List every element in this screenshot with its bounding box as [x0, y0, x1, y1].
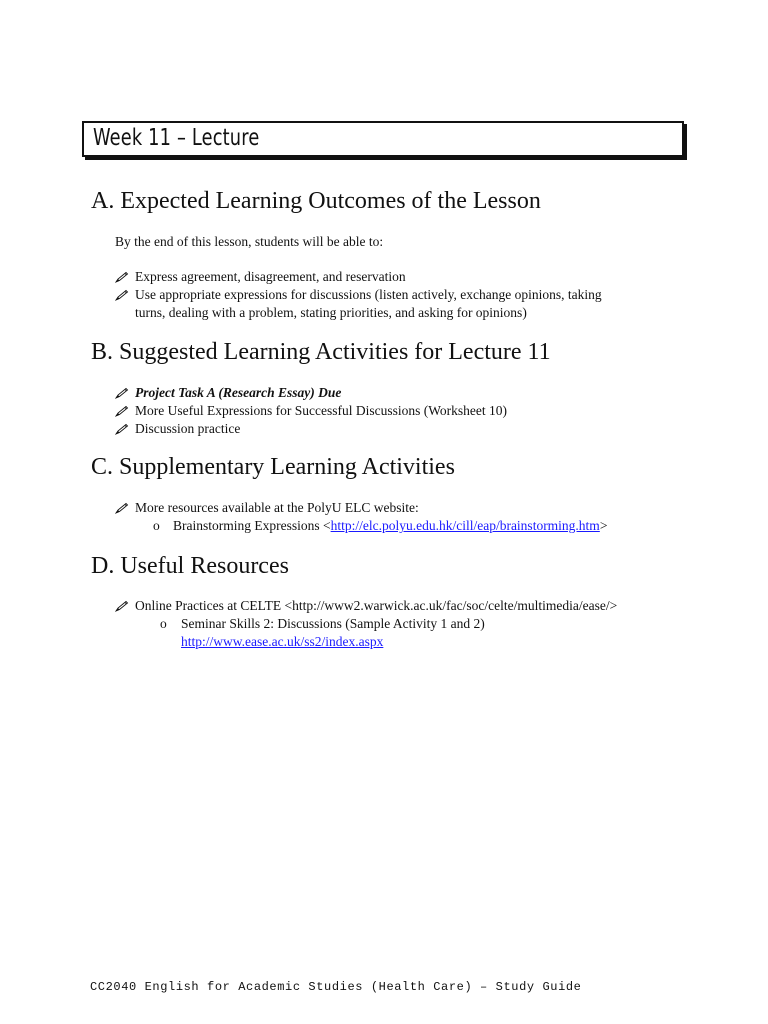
ease-seminar-link[interactable]: http://www.ease.ac.uk/ss2/index.aspx — [181, 634, 384, 649]
circle-bullet-icon: o — [160, 616, 167, 631]
list-item-line-1: Use appropriate expressions for discussions (listen actively, exchange opinions, taking — [135, 287, 602, 302]
pencil-icon — [115, 423, 129, 435]
section-d-subitem-link-row — [181, 633, 383, 651]
subitem-suffix: > — [599, 518, 608, 533]
pencil-icon — [115, 600, 129, 612]
list-item-text: Express agreement, disagreement, and reservation — [135, 269, 406, 284]
section-a-intro: By the end of this lesson, students will be able to: — [115, 234, 384, 249]
page-footer: CC2040 English for Academic Studies (Health Care) – Study Guide — [90, 980, 582, 994]
section-c-heading: C. Supplementary Learning Activities — [91, 454, 455, 480]
list-item-text: Discussion practice — [135, 421, 241, 436]
week-title: Week 11 – Lecture — [93, 125, 260, 151]
week-header-box — [82, 121, 684, 157]
list-item-text: More Useful Expressions for Successful Discussions (Worksheet 10) — [135, 403, 507, 418]
circle-bullet-icon: o — [153, 518, 160, 533]
pencil-icon — [115, 502, 129, 514]
subitem-text: Seminar Skills 2: Discussions (Sample Activity 1 and 2) — [181, 616, 485, 631]
section-b-heading: B. Suggested Learning Activities for Lecture 11 — [91, 339, 551, 365]
list-item-text: More resources available at the PolyU ELC website: — [135, 500, 419, 515]
pencil-icon — [115, 387, 129, 399]
list-item-line-2: turns, dealing with a problem, stating priorities, and asking for opinions) — [135, 305, 527, 320]
pencil-icon — [115, 289, 129, 301]
list-item-text: Online Practices at CELTE <http://www2.warwick.ac.uk/fac/soc/celte/multimedia/ease/> — [135, 598, 618, 613]
subitem-text — [173, 517, 607, 535]
subitem-prefix: Brainstorming Expressions < — [173, 518, 331, 533]
pencil-icon — [115, 271, 129, 283]
brainstorming-link[interactable]: http://elc.polyu.edu.hk/cill/eap/brainstorming.htm — [330, 518, 600, 533]
section-a-heading: A. Expected Learning Outcomes of the Lesson — [91, 188, 541, 214]
pencil-icon — [115, 405, 129, 417]
list-item-text — [135, 286, 602, 322]
list-item-text: Project Task A (Research Essay) Due — [135, 385, 342, 400]
section-d-heading: D. Useful Resources — [91, 553, 289, 579]
